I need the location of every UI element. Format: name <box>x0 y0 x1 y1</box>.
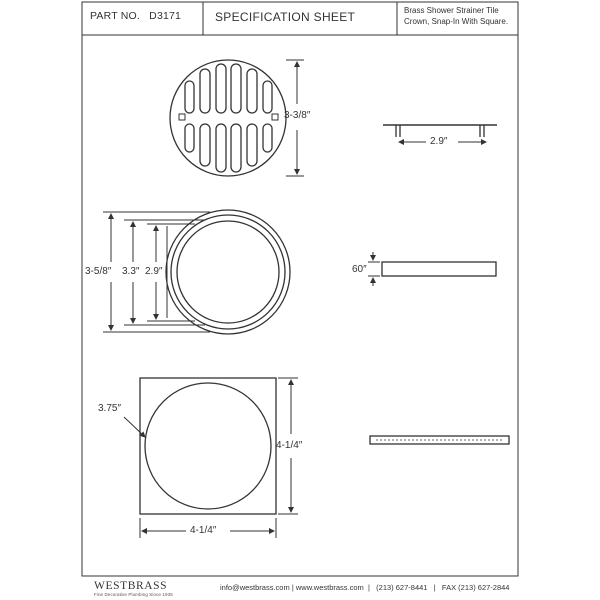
sheet-frame <box>82 2 518 576</box>
strainer-top-view <box>170 60 286 176</box>
phone-number: (213) 627-8441 <box>376 583 428 592</box>
square-side-view <box>370 436 509 444</box>
brand-tagline: Fine Decorative Plumbing Since 1935 <box>94 592 173 597</box>
square-plate-view <box>140 378 276 514</box>
strainer-width-label: 2.9″ <box>430 136 448 147</box>
contact-line <box>220 583 509 592</box>
email-link[interactable]: info@westbrass.com <box>220 583 290 592</box>
separator: | <box>363 583 377 592</box>
crown-outer-label: 3-5/8″ <box>85 266 112 277</box>
crown-ring-view <box>166 210 290 334</box>
crown-thickness-dimension <box>368 252 380 286</box>
square-height-label: 4-1/4″ <box>276 440 303 451</box>
crown-middle-label: 3.3″ <box>122 266 140 277</box>
description-line-1: Brass Shower Strainer Tile <box>404 6 499 15</box>
product-description <box>404 5 514 27</box>
sheet-title: SPECIFICATION SHEET <box>215 10 356 24</box>
crown-inner-label: 2.9″ <box>145 266 163 277</box>
crown-side-view <box>382 262 496 276</box>
separator: | <box>289 583 296 592</box>
part-number-value: D3171 <box>149 10 182 22</box>
crown-thickness-label: 60″ <box>352 264 367 275</box>
fax-number: FAX (213) 627-2844 <box>441 583 510 592</box>
square-width-label: 4-1/4″ <box>190 525 217 536</box>
website-link[interactable]: www.westbrass.com <box>295 583 364 592</box>
strainer-height-label: 3-3/8″ <box>284 110 311 121</box>
separator: | <box>427 583 442 592</box>
circle-diameter-label: 3.75″ <box>98 403 122 414</box>
westbrass-logo: WESTBRASS <box>94 580 168 592</box>
part-number-cell <box>90 10 200 28</box>
part-number-label: PART NO. <box>90 10 141 22</box>
description-line-2: Crown, Snap-In With Square. <box>404 17 509 26</box>
